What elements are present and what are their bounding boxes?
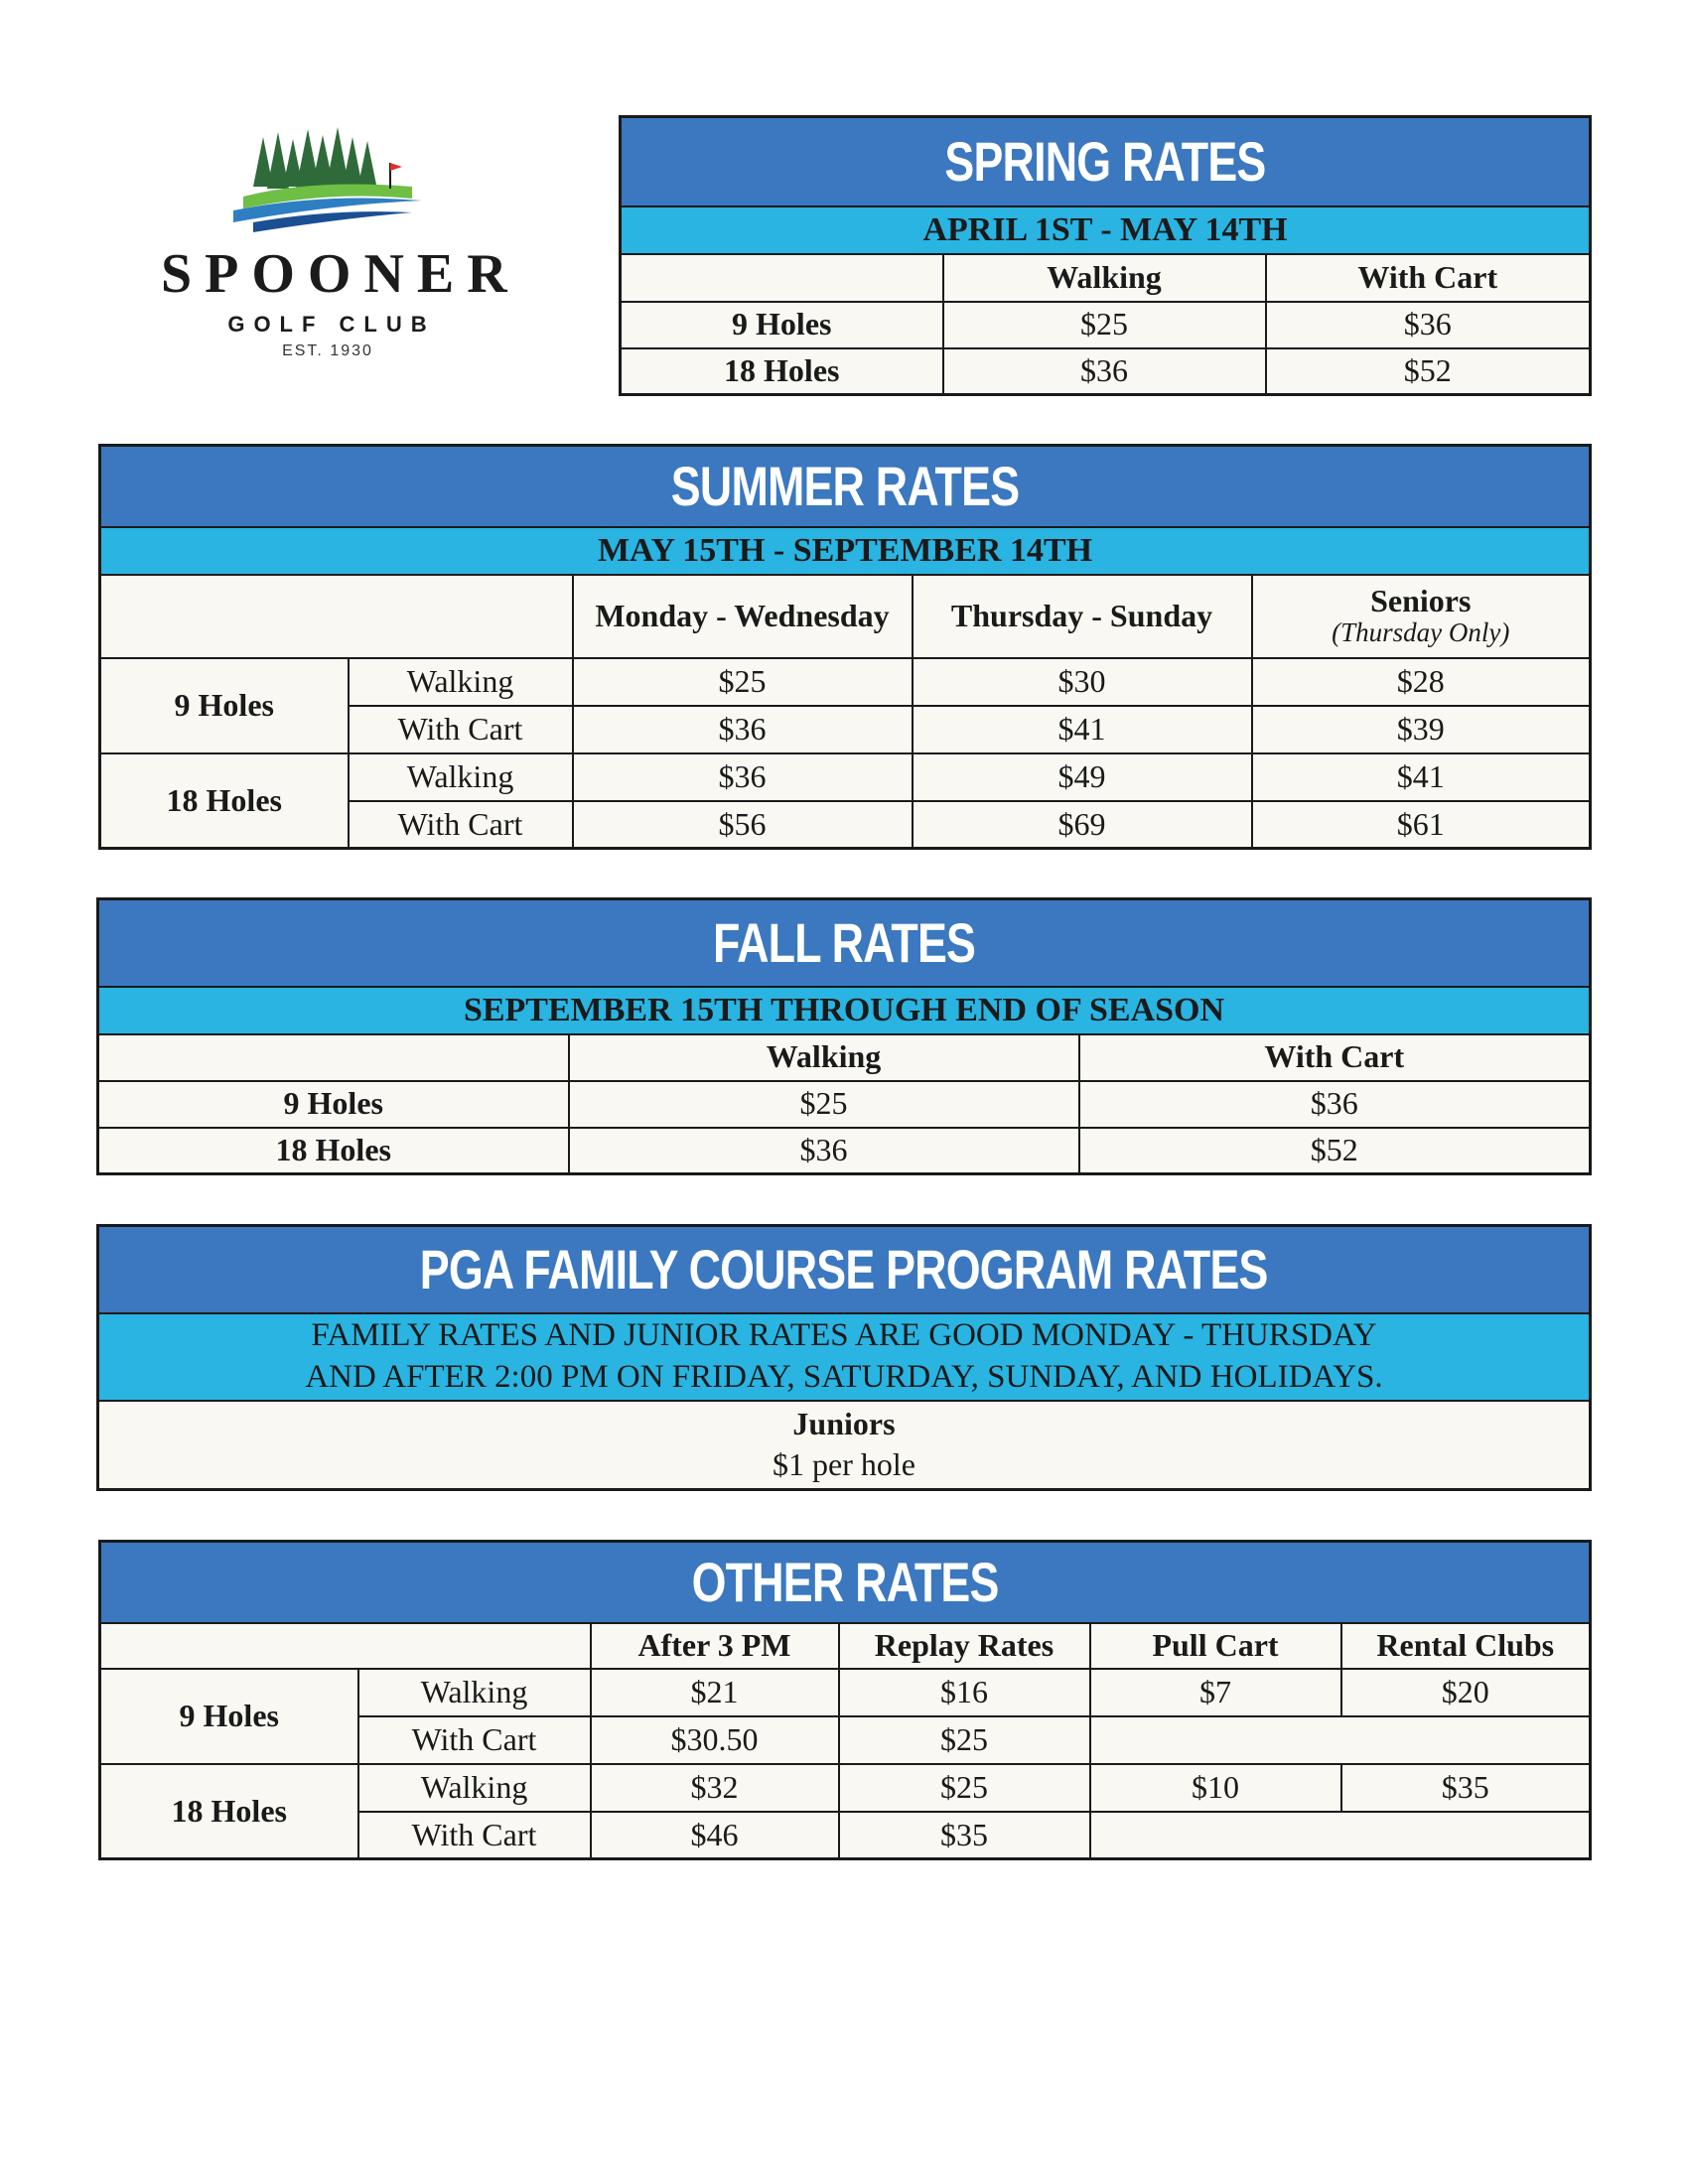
spring-row-label: 9 Holes xyxy=(621,302,943,348)
other-rates-title: OTHER RATES xyxy=(100,1542,1591,1623)
spring-rates-title: SPRING RATES xyxy=(621,117,1591,206)
fall-period: SEPTEMBER 15TH THROUGH END OF SEASON xyxy=(98,987,1591,1034)
club-logo xyxy=(149,127,520,375)
summer-seniors-label: Seniors xyxy=(1370,583,1472,619)
spring-header-empty xyxy=(621,254,943,302)
spring-rate-cell: $52 xyxy=(1266,348,1591,395)
spring-rate-cell: $36 xyxy=(1266,302,1591,348)
summer-group-label: 18 Holes xyxy=(100,753,349,849)
other-rate-cell: $35 xyxy=(1341,1764,1591,1812)
other-group-label: 18 Holes xyxy=(100,1764,358,1859)
summer-seniors-note: (Thursday Only) xyxy=(1332,617,1510,648)
other-mode-label: Walking xyxy=(358,1764,591,1812)
spring-rates-table xyxy=(619,115,1592,396)
logo-established: EST. 1930 xyxy=(282,342,373,359)
fall-row-label: 18 Holes xyxy=(98,1128,569,1174)
summer-rate-cell: $56 xyxy=(573,801,913,849)
other-rate-cell: $25 xyxy=(839,1716,1090,1764)
pga-juniors-cell xyxy=(98,1401,1591,1490)
summer-group-label: 9 Holes xyxy=(100,658,349,753)
spring-period: APRIL 1ST - MAY 14TH xyxy=(621,206,1591,254)
fall-rate-cell: $36 xyxy=(569,1128,1079,1174)
summer-mode-label: With Cart xyxy=(349,801,573,849)
spring-col-with-cart: With Cart xyxy=(1266,254,1591,302)
fall-rate-cell: $25 xyxy=(569,1081,1079,1128)
logo-club-name: SPOONER xyxy=(161,243,520,305)
other-rate-cell: $46 xyxy=(591,1812,839,1859)
other-rate-cell: $16 xyxy=(839,1669,1090,1716)
summer-rate-cell: $25 xyxy=(573,658,913,706)
other-rate-cell: $7 xyxy=(1090,1669,1341,1716)
other-empty-cell xyxy=(1090,1716,1591,1764)
other-empty-cell xyxy=(1090,1812,1591,1859)
summer-col-seniors xyxy=(1252,575,1591,658)
summer-rate-cell: $36 xyxy=(573,706,913,753)
other-rate-cell: $20 xyxy=(1341,1669,1591,1716)
spring-row-label: 18 Holes xyxy=(621,348,943,395)
summer-rate-cell: $49 xyxy=(913,753,1252,801)
other-rate-cell: $30.50 xyxy=(591,1716,839,1764)
pga-juniors-rate: $1 per hole xyxy=(773,1446,915,1483)
summer-col-mon-wed: Monday - Wednesday xyxy=(573,575,913,658)
other-mode-label: Walking xyxy=(358,1669,591,1716)
summer-mode-label: With Cart xyxy=(349,706,573,753)
summer-rate-cell: $41 xyxy=(1252,753,1591,801)
pga-family-rates-table xyxy=(96,1224,1592,1491)
pga-note-line-2: AND AFTER 2:00 PM ON FRIDAY, SATURDAY, SUNDAY, AND HOLIDAYS. xyxy=(305,1358,1383,1395)
fall-col-walking: Walking xyxy=(569,1034,1079,1081)
other-col-replay: Replay Rates xyxy=(839,1623,1090,1669)
other-mode-label: With Cart xyxy=(358,1812,591,1859)
other-rate-cell: $21 xyxy=(591,1669,839,1716)
summer-rates-table xyxy=(98,444,1592,850)
fall-rate-cell: $36 xyxy=(1079,1081,1591,1128)
other-group-label: 9 Holes xyxy=(100,1669,358,1764)
fall-header-empty xyxy=(98,1034,569,1081)
other-rate-cell: $32 xyxy=(591,1764,839,1812)
fall-rate-cell: $52 xyxy=(1079,1128,1591,1174)
fall-row-label: 9 Holes xyxy=(98,1081,569,1128)
other-rates-table xyxy=(98,1540,1592,1860)
pga-juniors-label: Juniors xyxy=(792,1405,896,1441)
other-rate-cell: $35 xyxy=(839,1812,1090,1859)
spring-col-walking: Walking xyxy=(943,254,1266,302)
summer-mode-label: Walking xyxy=(349,753,573,801)
other-rate-cell: $10 xyxy=(1090,1764,1341,1812)
logo-subtitle: GOLF CLUB xyxy=(227,312,436,337)
fall-col-with-cart: With Cart xyxy=(1079,1034,1591,1081)
summer-rate-cell: $30 xyxy=(913,658,1252,706)
summer-rate-cell: $36 xyxy=(573,753,913,801)
fall-rates-table xyxy=(96,897,1592,1175)
summer-header-empty xyxy=(100,575,573,658)
other-col-after-3pm: After 3 PM xyxy=(591,1623,839,1669)
summer-rate-cell: $28 xyxy=(1252,658,1591,706)
summer-rate-cell: $41 xyxy=(913,706,1252,753)
pga-rates-note xyxy=(98,1313,1591,1401)
fall-rates-title: FALL RATES xyxy=(98,899,1591,987)
summer-col-thu-sun: Thursday - Sunday xyxy=(913,575,1252,658)
summer-rate-cell: $61 xyxy=(1252,801,1591,849)
pga-rates-title: PGA FAMILY COURSE PROGRAM RATES xyxy=(98,1226,1591,1313)
summer-rate-cell: $69 xyxy=(913,801,1252,849)
trees-green-logo-icon xyxy=(223,127,432,236)
summer-mode-label: Walking xyxy=(349,658,573,706)
other-header-empty xyxy=(100,1623,591,1669)
spring-rate-cell: $25 xyxy=(943,302,1266,348)
other-col-rental-clubs: Rental Clubs xyxy=(1341,1623,1591,1669)
other-col-pull-cart: Pull Cart xyxy=(1090,1623,1341,1669)
other-mode-label: With Cart xyxy=(358,1716,591,1764)
summer-rate-cell: $39 xyxy=(1252,706,1591,753)
pga-note-line-1: FAMILY RATES AND JUNIOR RATES ARE GOOD MONDAY - THURSDAY xyxy=(311,1317,1377,1354)
spring-rate-cell: $36 xyxy=(943,348,1266,395)
summer-period: MAY 15TH - SEPTEMBER 14TH xyxy=(100,527,1591,575)
summer-rates-title: SUMMER RATES xyxy=(100,446,1591,527)
other-rate-cell: $25 xyxy=(839,1764,1090,1812)
